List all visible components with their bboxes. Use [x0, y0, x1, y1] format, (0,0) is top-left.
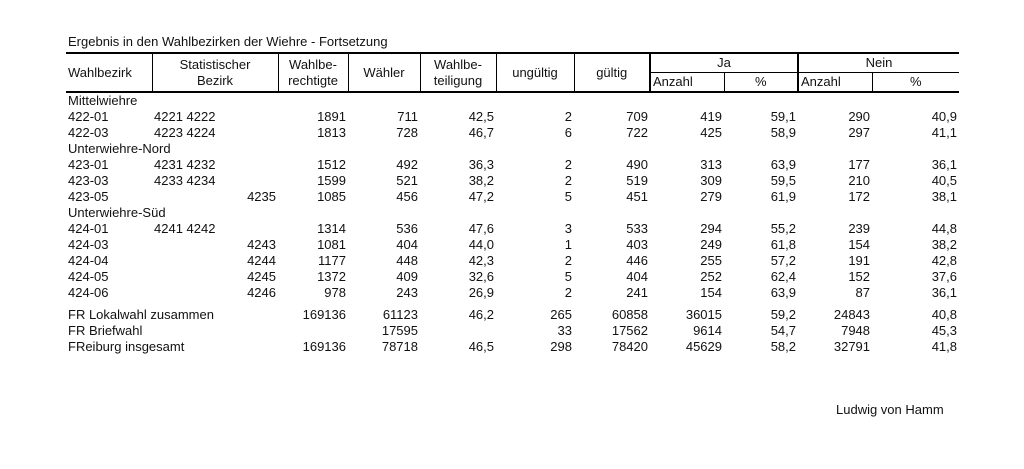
total-beteiligung — [420, 323, 496, 339]
section-title: Unterwiehre-Süd — [68, 205, 166, 220]
cell-ja_anzahl: 419 — [700, 109, 722, 124]
cell-beteiligung: 42,3 — [468, 253, 494, 268]
header-wahlberechtigte — [278, 53, 348, 92]
total-row — [66, 307, 959, 323]
cell-ungueltig: 2 — [564, 109, 572, 124]
cell-berechtigte: 1891 — [317, 109, 346, 124]
cell-ja_pct: 59,5 — [770, 173, 797, 188]
cell-nein_pct: 40,5 — [931, 173, 958, 188]
total-label: FR Briefwahl — [68, 323, 143, 338]
header-nein-anzahl: Anzahl — [798, 73, 872, 93]
total-ungueltig: 33 — [557, 323, 572, 338]
header-ja: Ja — [650, 53, 798, 73]
cell-nein_pct: 36,1 — [931, 285, 958, 300]
cell-gueltig: 722 — [626, 125, 648, 140]
header-wt-line1: Wahlbe- — [434, 56, 482, 72]
cell-beteiligung: 47,2 — [468, 189, 494, 204]
cell-statistischer-bezirk — [152, 125, 278, 141]
table-row — [66, 253, 959, 269]
stat-bezirk-left: 4223 4224 — [154, 125, 216, 140]
cell-berechtigte: 1085 — [317, 189, 346, 204]
header-stat-line1: Statistischer — [179, 56, 251, 72]
total-ja_anzahl: 9614 — [693, 323, 722, 338]
cell-ungueltig: 5 — [564, 189, 572, 204]
cell-wahlbezirk: 424-01 — [68, 221, 109, 236]
cell-nein_pct: 41,1 — [931, 125, 958, 140]
cell-gueltig: 241 — [626, 285, 648, 300]
cell-ja_pct: 63,9 — [770, 157, 797, 172]
total-ungueltig: 298 — [550, 339, 572, 354]
cell-nein_anzahl: 172 — [848, 189, 871, 204]
cell-waehler: 728 — [396, 125, 418, 140]
header-wb-line2: rechtigte — [288, 72, 338, 88]
cell-nein_pct: 36,1 — [931, 157, 958, 172]
cell-ja_anzahl: 249 — [700, 237, 722, 252]
cell-ungueltig: 3 — [564, 221, 572, 236]
total-ja_anzahl: 36015 — [685, 307, 722, 322]
cell-wahlbezirk: 424-04 — [68, 253, 109, 268]
table-row — [66, 269, 959, 285]
cell-gueltig: 519 — [626, 173, 648, 188]
cell-gueltig: 403 — [626, 237, 648, 252]
cell-berechtigte: 1081 — [317, 237, 346, 252]
section-title-row — [66, 141, 959, 157]
stat-bezirk-right: 4243 — [247, 237, 276, 252]
cell-nein_pct: 40,9 — [931, 109, 958, 124]
cell-nein_anzahl: 87 — [855, 285, 871, 300]
header-ja-pct: % — [724, 73, 798, 93]
stat-bezirk-left: 4221 4222 — [154, 109, 216, 124]
header-ja-anzahl: Anzahl — [650, 73, 724, 93]
header-wt-line2: teiligung — [433, 72, 483, 88]
total-nein_anzahl: 32791 — [833, 339, 871, 354]
cell-berechtigte: 1813 — [317, 125, 346, 140]
cell-ja_pct: 61,9 — [770, 189, 797, 204]
cell-wahlbezirk: 423-01 — [68, 157, 109, 172]
header-wahlbeteiligung — [420, 53, 496, 92]
cell-berechtigte: 1512 — [317, 157, 346, 172]
total-berechtigte: 169136 — [302, 339, 346, 354]
header-gueltig: gültig — [574, 53, 650, 92]
total-waehler: 78718 — [381, 339, 418, 354]
stat-bezirk-left: 4233 4234 — [154, 173, 216, 188]
cell-statistischer-bezirk — [152, 189, 278, 205]
cell-ja_pct: 63,9 — [770, 285, 797, 300]
cell-nein_anzahl: 154 — [848, 237, 871, 252]
total-nein_pct: 40,8 — [931, 307, 958, 322]
total-beteiligung: 46,5 — [468, 339, 494, 354]
cell-gueltig: 404 — [626, 269, 648, 284]
cell-waehler: 409 — [396, 269, 418, 284]
cell-ja_anzahl: 425 — [700, 125, 722, 140]
total-ja_pct: 59,2 — [770, 307, 797, 322]
cell-ja_pct: 55,2 — [770, 221, 797, 236]
cell-statistischer-bezirk — [152, 173, 278, 189]
cell-ja_pct: 61,8 — [770, 237, 797, 252]
section-title-row — [66, 92, 959, 109]
cell-gueltig: 490 — [626, 157, 648, 172]
cell-berechtigte: 1599 — [317, 173, 346, 188]
header-stat-line2: Bezirk — [196, 72, 234, 88]
total-ungueltig: 265 — [550, 307, 572, 322]
cell-beteiligung: 32,6 — [468, 269, 494, 284]
cell-nein_anzahl: 177 — [848, 157, 871, 172]
header-wahlbezirk: Wahlbezirk — [68, 64, 132, 80]
cell-ja_anzahl: 255 — [700, 253, 722, 268]
cell-statistischer-bezirk — [152, 157, 278, 173]
header-statistischer-bezirk — [152, 53, 278, 92]
cell-berechtigte: 1177 — [318, 253, 346, 268]
total-berechtigte: 169136 — [302, 307, 346, 322]
cell-beteiligung: 46,7 — [468, 125, 494, 140]
total-ja_pct: 58,2 — [770, 339, 797, 354]
stat-bezirk-right: 4245 — [247, 269, 276, 284]
cell-gueltig: 451 — [626, 189, 648, 204]
table-row — [66, 221, 959, 237]
cell-statistischer-bezirk — [152, 109, 278, 125]
cell-ungueltig: 1 — [564, 237, 572, 252]
section-title: Mittelwiehre — [68, 93, 138, 108]
cell-statistischer-bezirk — [152, 221, 278, 237]
cell-ungueltig: 2 — [564, 157, 572, 172]
table-row — [66, 189, 959, 205]
cell-ja_anzahl: 252 — [700, 269, 722, 284]
cell-waehler: 243 — [396, 285, 418, 300]
total-nein_pct: 41,8 — [931, 339, 958, 354]
cell-nein_pct: 44,8 — [931, 221, 958, 236]
cell-ja_anzahl: 309 — [700, 173, 722, 188]
stat-bezirk-right: 4235 — [247, 189, 276, 204]
cell-ungueltig: 2 — [564, 285, 572, 300]
cell-beteiligung: 42,5 — [468, 109, 494, 124]
stat-bezirk-left: 4241 4242 — [154, 221, 216, 236]
cell-nein_anzahl: 239 — [848, 221, 871, 236]
cell-wahlbezirk: 424-05 — [68, 269, 109, 284]
cell-ja_anzahl: 294 — [700, 221, 722, 236]
header-nein-pct: % — [872, 73, 959, 93]
cell-waehler: 404 — [396, 237, 418, 252]
cell-statistischer-bezirk — [152, 269, 278, 285]
cell-berechtigte: 1372 — [317, 269, 346, 284]
cell-gueltig: 446 — [626, 253, 648, 268]
stat-bezirk-right: 4246 — [247, 285, 276, 300]
cell-ja_anzahl: 313 — [700, 157, 722, 172]
header-ungueltig: ungültig — [496, 53, 574, 92]
total-waehler: 61123 — [382, 307, 418, 322]
cell-nein_anzahl: 152 — [848, 269, 871, 284]
cell-nein_pct: 42,8 — [931, 253, 958, 268]
section-title-row — [66, 205, 959, 221]
total-berechtigte — [278, 323, 348, 339]
table-row — [66, 109, 959, 125]
cell-nein_pct: 38,2 — [931, 237, 958, 252]
cell-wahlbezirk: 424-06 — [68, 285, 109, 300]
cell-gueltig: 709 — [626, 109, 648, 124]
cell-ja_pct: 58,9 — [770, 125, 797, 140]
cell-waehler: 711 — [397, 109, 418, 124]
total-nein_anzahl: 24843 — [833, 307, 871, 322]
total-ja_pct: 54,7 — [770, 323, 797, 338]
total-row — [66, 339, 959, 355]
table-body — [66, 92, 959, 355]
cell-wahlbezirk: 422-01 — [68, 109, 109, 124]
cell-ja_pct: 62,4 — [770, 269, 797, 284]
cell-gueltig: 533 — [626, 221, 648, 236]
total-ja_anzahl: 45629 — [685, 339, 722, 354]
cell-wahlbezirk: 422-03 — [68, 125, 109, 140]
table-caption: Ergebnis in den Wahlbezirken der Wiehre - Fortsetzung — [68, 34, 388, 49]
cell-waehler: 536 — [396, 221, 418, 236]
cell-waehler: 492 — [396, 157, 418, 172]
total-beteiligung: 46,2 — [468, 307, 494, 322]
cell-wahlbezirk: 423-03 — [68, 173, 109, 188]
cell-beteiligung: 44,0 — [468, 237, 494, 252]
cell-beteiligung: 26,9 — [468, 285, 494, 300]
cell-ungueltig: 6 — [564, 125, 572, 140]
cell-nein_anzahl: 297 — [848, 125, 871, 140]
header-waehler: Wähler — [348, 53, 420, 92]
header-nein: Nein — [798, 53, 959, 73]
cell-wahlbezirk: 424-03 — [68, 237, 109, 252]
cell-ja_pct: 57,2 — [770, 253, 797, 268]
total-gueltig: 78420 — [611, 339, 648, 354]
cell-ja_anzahl: 154 — [700, 285, 722, 300]
cell-waehler: 521 — [396, 173, 418, 188]
total-gueltig: 17562 — [611, 323, 648, 338]
cell-beteiligung: 47,6 — [468, 221, 494, 236]
total-label: FR Lokalwahl zusammen — [68, 307, 214, 322]
cell-ungueltig: 2 — [564, 253, 572, 268]
section-title: Unterwiehre-Nord — [68, 141, 171, 156]
cell-waehler: 456 — [396, 189, 418, 204]
cell-statistischer-bezirk — [152, 285, 278, 301]
cell-ja_anzahl: 279 — [700, 189, 722, 204]
cell-nein_anzahl: 191 — [848, 253, 871, 268]
cell-statistischer-bezirk — [152, 253, 278, 269]
total-nein_anzahl: 7948 — [841, 323, 871, 338]
table-row — [66, 173, 959, 189]
cell-beteiligung: 36,3 — [468, 157, 494, 172]
cell-nein_pct: 37,6 — [931, 269, 958, 284]
cell-ungueltig: 5 — [564, 269, 572, 284]
total-waehler: 17595 — [381, 323, 418, 338]
total-row — [66, 323, 959, 339]
stat-bezirk-right: 4244 — [247, 253, 276, 268]
cell-nein_pct: 38,1 — [931, 189, 958, 204]
signature: Ludwig von Hamm — [836, 402, 944, 417]
total-gueltig: 60858 — [611, 307, 648, 322]
table-row — [66, 285, 959, 301]
table-row — [66, 157, 959, 173]
cell-berechtigte: 1314 — [317, 221, 346, 236]
cell-waehler: 448 — [396, 253, 418, 268]
table-row — [66, 125, 959, 141]
cell-statistischer-bezirk — [152, 237, 278, 253]
total-label: FReiburg insgesamt — [68, 339, 185, 354]
cell-berechtigte: 978 — [324, 285, 346, 300]
total-nein_pct: 45,3 — [931, 323, 958, 338]
table-header — [66, 53, 959, 92]
cell-wahlbezirk: 423-05 — [68, 189, 109, 204]
table-row — [66, 237, 959, 253]
cell-nein_anzahl: 290 — [848, 109, 871, 124]
results-table — [66, 52, 959, 355]
cell-beteiligung: 38,2 — [468, 173, 494, 188]
cell-ungueltig: 2 — [564, 173, 572, 188]
stat-bezirk-left: 4231 4232 — [154, 157, 216, 172]
header-wb-line1: Wahlbe- — [289, 56, 337, 72]
cell-nein_anzahl: 210 — [848, 173, 871, 188]
cell-ja_pct: 59,1 — [770, 109, 797, 124]
